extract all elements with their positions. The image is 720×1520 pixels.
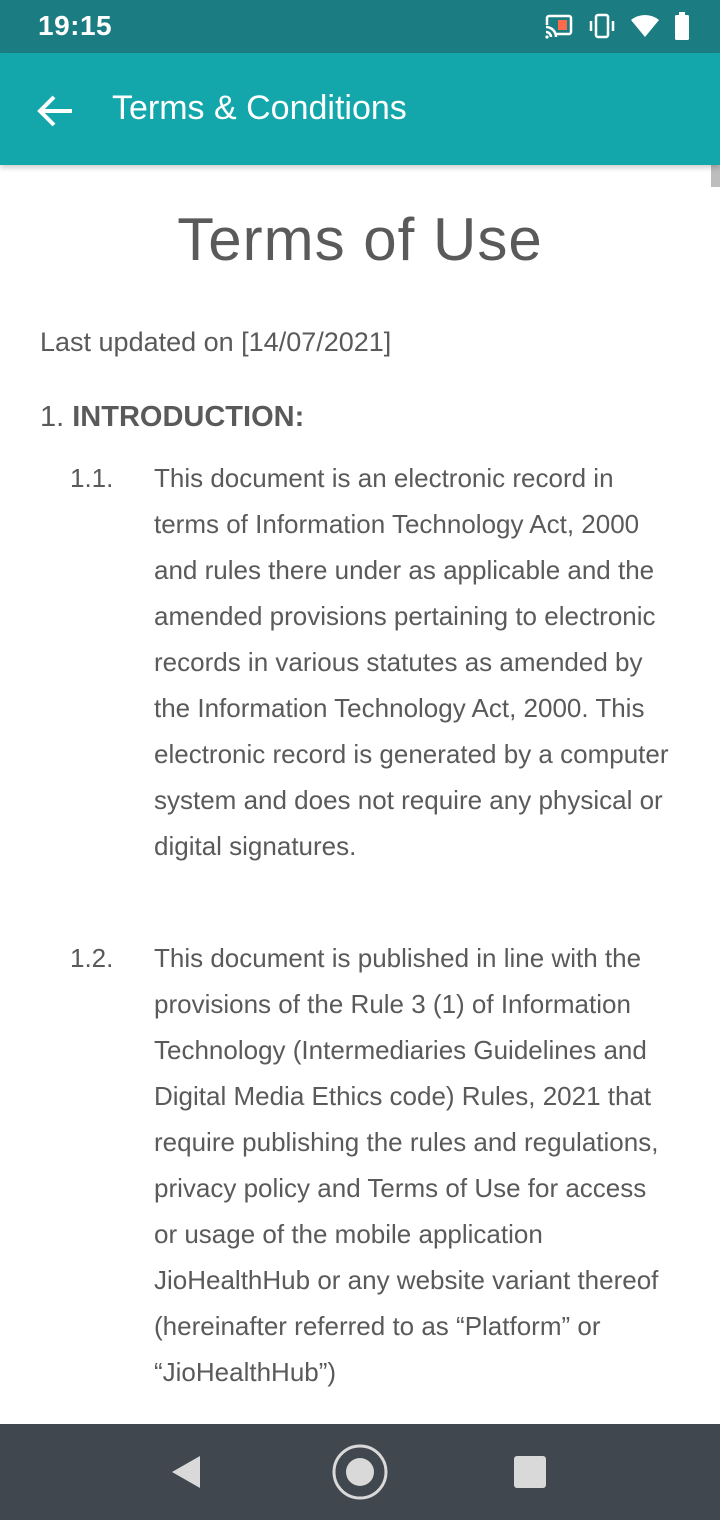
recents-square-icon <box>512 1477 548 1494</box>
nav-home-button[interactable] <box>330 1442 390 1507</box>
wifi-icon <box>630 13 660 44</box>
back-triangle-icon <box>166 1479 206 1496</box>
clause-text: This document is an electronic record in terms of Information Technology Act, 2000 and rules there under as applicable and the amended provisions pertaining to electronic records in various statutes as amended by the Information Technology Act, 2000. This electronic record is generated by a computer system and does not require any physical or digital signatures. <box>154 463 669 861</box>
status-bar <box>0 0 720 53</box>
vibrate-icon <box>588 13 616 44</box>
section-number: 1. <box>40 401 65 433</box>
arrow-back-icon <box>26 126 82 143</box>
section-title: INTRODUCTION: <box>72 401 305 433</box>
clause-number: 1.1. <box>70 463 114 493</box>
nav-back-button[interactable] <box>166 1452 206 1497</box>
section-heading <box>40 401 304 434</box>
status-icons <box>544 12 690 45</box>
navigation-bar <box>0 1424 720 1520</box>
app-bar <box>0 53 720 165</box>
status-time: 19:15 <box>38 10 113 41</box>
clause-number: 1.2. <box>70 943 114 973</box>
page-title: Terms & Conditions <box>112 89 407 127</box>
document-content[interactable] <box>0 165 720 1424</box>
scrollbar-thumb[interactable] <box>711 165 720 187</box>
battery-icon <box>674 12 690 45</box>
document-title: Terms of Use <box>177 206 543 273</box>
nav-recents-button[interactable] <box>512 1454 548 1495</box>
cast-icon <box>544 13 574 44</box>
back-button[interactable] <box>26 83 82 139</box>
last-updated-text: Last updated on [14/07/2021] <box>40 327 392 357</box>
home-circle-icon <box>330 1489 390 1506</box>
clause-text: This document is published in line with the provisions of the Rule 3 (1) of Information Technology (Intermediaries Guidelines and Digital Media Ethics code) Rules, 2021 that require publishing the rules and regulations, privacy policy and Terms of Use for access or usage of the mobile application JioHealthHub or any website variant thereof (hereinafter referred to as “Platform” or “JioHealthHub”) <box>154 943 659 1387</box>
